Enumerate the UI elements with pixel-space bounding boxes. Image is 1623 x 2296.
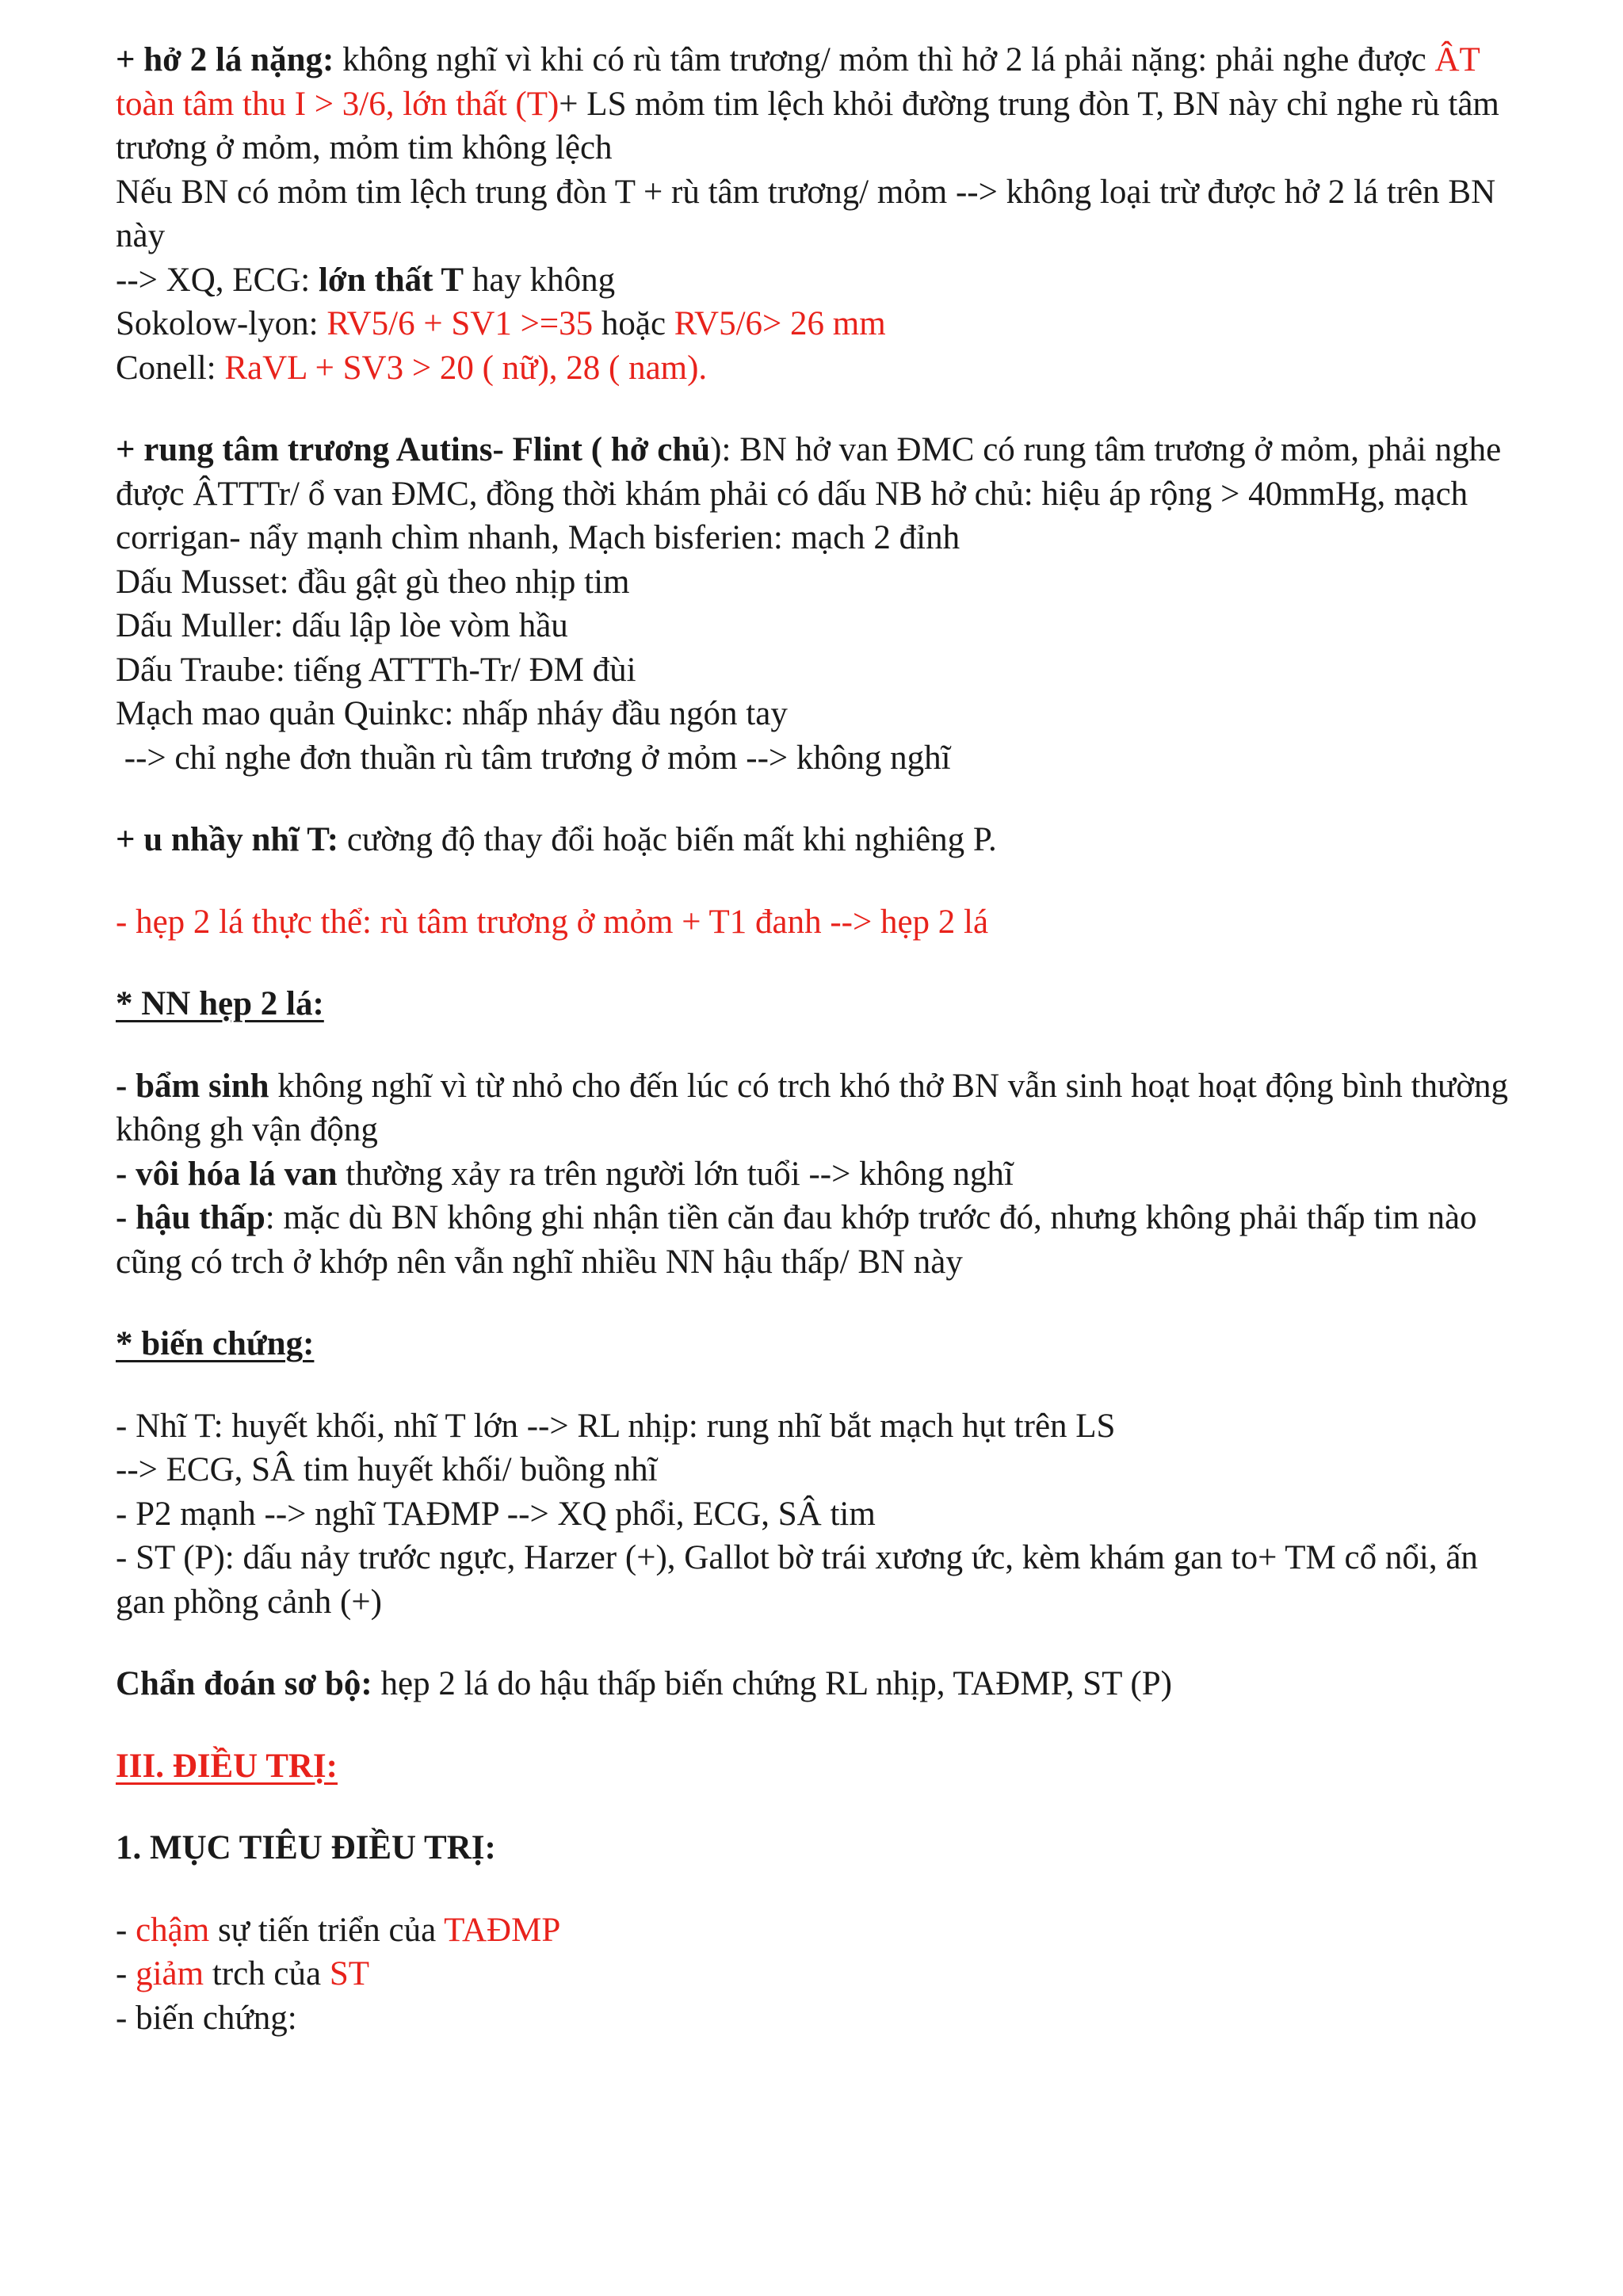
list-item <box>116 1952 1518 1996</box>
paragraph-left-atrial-myxoma <box>116 818 1518 862</box>
complications-list <box>116 1404 1518 1625</box>
text: : mặc dù BN không ghi nhận tiền căn đau khớp trước đó, nhưng không phải thấp tim nào cũng có trch ở khớp nên vẫn nghĩ nhiều NN hậu thấp/ BN này <box>116 1199 1477 1281</box>
heading-mitral-regurgitation: + hở 2 lá nặng: <box>116 41 334 78</box>
highlight-text: RV5/6 + SV1 >=35 <box>327 305 594 342</box>
highlight-text: giảm <box>136 1955 204 1992</box>
bold-text: - vôi hóa lá van <box>116 1155 338 1193</box>
heading-myxoma: + u nhầy nhĩ T: <box>116 821 339 858</box>
list-item: --> chỉ nghe đơn thuần rù tâm trương ở mỏm --> không nghĩ <box>116 739 951 777</box>
text: --> XQ, ECG: <box>116 261 319 299</box>
text: sự tiến triển của <box>209 1911 445 1949</box>
text: hẹp 2 lá do hậu thấp biến chứng RL nhịp, TAĐMP, ST (P) <box>372 1665 1172 1702</box>
paragraph-diagnosis <box>116 1662 1518 1706</box>
paragraph-line <box>116 258 1518 303</box>
label: Conell: <box>116 349 225 387</box>
highlight-text: RV5/6> 26 mm <box>674 305 886 342</box>
document-page <box>116 38 1518 2040</box>
goals-list <box>116 1908 1518 2041</box>
paragraph-line: Nếu BN có mỏm tim lệch trung đòn T + rù tâm trương/ mỏm --> không loại trừ được hở 2 lá trên BN này <box>116 173 1496 254</box>
text: không nghĩ vì khi có rù tâm trương/ mỏm thì hở 2 lá phải nặng: phải nghe được <box>334 41 1435 78</box>
sokolow-lyon-line <box>116 302 1518 346</box>
highlight-text: ÂT toàn tâm thu I > 3/6, lớn thất (T) <box>116 41 1480 123</box>
text: hay không <box>464 261 616 299</box>
highlight-text: TAĐMP <box>444 1911 561 1949</box>
text: - <box>116 1955 136 1992</box>
text: trch của <box>204 1955 330 1992</box>
subheading-treatment-goals: 1. MỤC TIÊU ĐIỀU TRỊ: <box>116 1829 496 1866</box>
bold-text: - hậu thấp <box>116 1199 265 1236</box>
bold-text: lớn thất T <box>318 261 464 299</box>
heading-causes <box>116 982 1518 1026</box>
highlight-text: ST <box>329 1955 370 1992</box>
list-item: Dấu Muller: dấu lập lòe vòm hầu <box>116 607 568 644</box>
text: ) <box>710 431 722 468</box>
text: : BN hở van ĐMC có rung tâm trương ở mỏm, phải nghe được ÂTTTr/ ổ van ĐMC, đồng thời khám phải có dấu NB hở chủ: hiệu áp rộng > 40mmHg, mạch corrigan- nẩy mạnh chìm nhanh, Mạch bisferien: mạch 2 đỉnh <box>116 431 1502 556</box>
text: không nghĩ vì từ nhỏ cho đến lúc có trch khó thở BN vẫn sinh hoạt hoạt động bình thường không gh vận động <box>116 1067 1509 1148</box>
paragraph-mitral-stenosis: - hẹp 2 lá thực thể: rù tâm trương ở mỏm + T1 đanh --> hẹp 2 lá <box>116 903 989 941</box>
text: hoặc <box>593 305 674 342</box>
text: thường xảy ra trên người lớn tuổi --> không nghĩ <box>337 1155 1014 1193</box>
heading-text: III. ĐIỀU TRỊ: <box>116 1747 338 1785</box>
highlight-text: chậm <box>136 1911 210 1949</box>
list-item: Mạch mao quản Quinkc: nhấp nháy đầu ngón tay <box>116 695 788 732</box>
list-item <box>116 1064 1518 1152</box>
heading-text: * NN hẹp 2 lá: <box>116 985 324 1022</box>
text: - <box>116 1911 136 1949</box>
heading-treatment <box>116 1744 1518 1789</box>
heading-complications <box>116 1322 1518 1366</box>
bold-text: - bẩm sinh <box>116 1067 269 1105</box>
text: + LS mỏm tim lệch khỏi đường trung đòn T, BN này chỉ nghe rù tâm trương ở mỏm, mỏm tim không lệch <box>116 85 1499 166</box>
highlight-text: RaVL + SV3 > 20 ( nữ), 28 ( nam). <box>224 349 708 387</box>
list-item: Dấu Traube: tiếng ATTTh-Tr/ ĐM đùi <box>116 651 636 689</box>
list-item: - Nhĩ T: huyết khối, nhĩ T lớn --> RL nhịp: rung nhĩ bắt mạch hụt trên LS <box>116 1407 1116 1445</box>
list-item: - biến chứng: <box>116 1999 297 2037</box>
list-item <box>116 1196 1518 1284</box>
text: cường độ thay đổi hoặc biến mất khi nghiêng P. <box>338 821 997 858</box>
paragraph-austin-flint <box>116 428 1518 560</box>
list-item: --> ECG, SÂ tim huyết khối/ buồng nhĩ <box>116 1451 658 1488</box>
label: Sokolow-lyon: <box>116 305 327 342</box>
list-item <box>116 1152 1518 1197</box>
list-item: - P2 mạnh --> nghĩ TAĐMP --> XQ phổi, ECG, SÂ tim <box>116 1495 876 1533</box>
list-item <box>116 1908 1518 1953</box>
bold-text: Chẩn đoán sơ bộ: <box>116 1665 372 1702</box>
heading-austin-flint: + rung tâm trương Autins- Flint ( hở chủ <box>116 431 711 468</box>
conell-line <box>116 346 1518 391</box>
list-item: - ST (P): dấu nảy trước ngực, Harzer (+), Gallot bờ trái xương ức, kèm khám gan to+ TM cổ nổi, ấn gan phồng cảnh (+) <box>116 1539 1478 1621</box>
heading-text: * biến chứng: <box>116 1325 315 1362</box>
causes-list <box>116 1064 1518 1285</box>
paragraph-mitral-regurgitation <box>116 38 1518 170</box>
list-item: Dấu Musset: đầu gật gù theo nhịp tim <box>116 563 630 601</box>
